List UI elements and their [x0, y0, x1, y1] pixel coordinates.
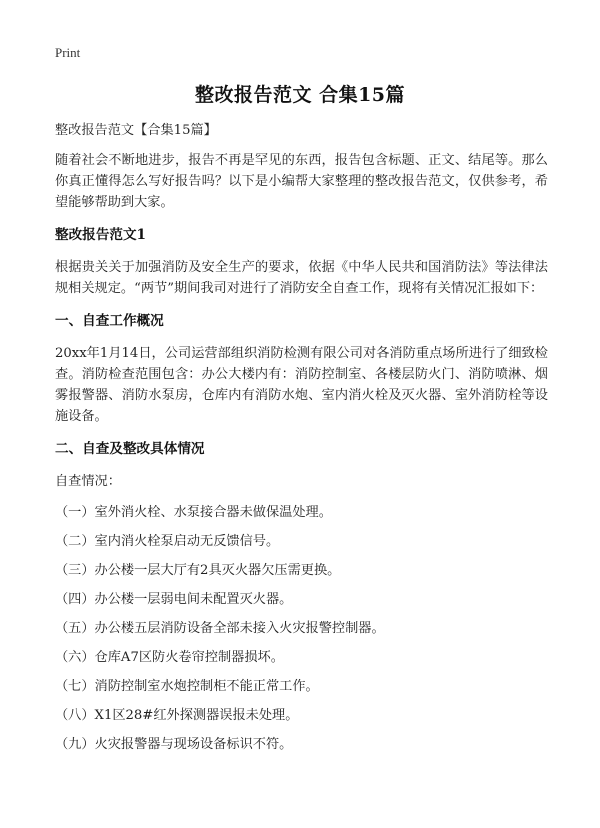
document-body — [55, 120, 548, 763]
list-item: （三）办公楼一层大厅有2具灭火器欠压需更换。 — [55, 563, 341, 578]
list-item: （五）办公楼五层消防设备全部未接入火灾报警控制器。 — [55, 621, 385, 636]
overview-paragraph: 20xx年1月14日，公司运营部组织消防检测有限公司对各消防重点场所进行了细致检查。消防检查范围包含：办公大楼内有：消防控制室、各楼层防火门、消防喷淋、烟雾报警器、消防水泵房，仓库内有消防水炮、室内消火栓及灭火器、室外消防栓等设施设备。 — [55, 346, 548, 424]
list-item: （二）室内消火栓泵启动无反馈信号。 — [55, 534, 280, 549]
heading-details: 二、自查及整改具体情况 — [55, 441, 205, 457]
list-item: （六）仓库A7区防火卷帘控制器损坏。 — [55, 650, 284, 665]
list-item: （七）消防控制室水炮控制柜不能正常工作。 — [55, 679, 319, 694]
list-item: （一）室外消火栓、水泵接合器未做保温处理。 — [55, 505, 332, 520]
section-title: 整改报告范文1 — [55, 227, 147, 243]
print-link[interactable]: Print — [55, 45, 81, 60]
list-item: （八）X1区28#红外探测器误报未处理。 — [55, 708, 299, 723]
list-item: （九）火灾报警器与现场设备标识不符。 — [55, 737, 293, 752]
document-subtitle: 整改报告范文【合集15篇】 — [55, 123, 217, 138]
intro-paragraph: 随着社会不断地进步，报告不再是罕见的东西，报告包含标题、正文、结尾等。那么你真正懂得怎么写好报告吗？以下是小编帮大家整理的整改报告范文，仅供参考，希望能够帮助到大家。 — [55, 153, 548, 210]
page-title: 整改报告范文 合集15篇 — [194, 84, 406, 106]
section-body-paragraph: 根据贵关关于加强消防及安全生产的要求，依据《中华人民共和国消防法》等法律法规相关规定。“两节”期间我司对进行了消防安全自查工作，现将有关情况汇报如下： — [55, 260, 548, 296]
heading-overview: 一、自查工作概况 — [55, 313, 164, 329]
selfcheck-label: 自查情况： — [55, 474, 121, 489]
list-item: （四）办公楼一层弱电间未配置灭火器。 — [55, 592, 293, 607]
